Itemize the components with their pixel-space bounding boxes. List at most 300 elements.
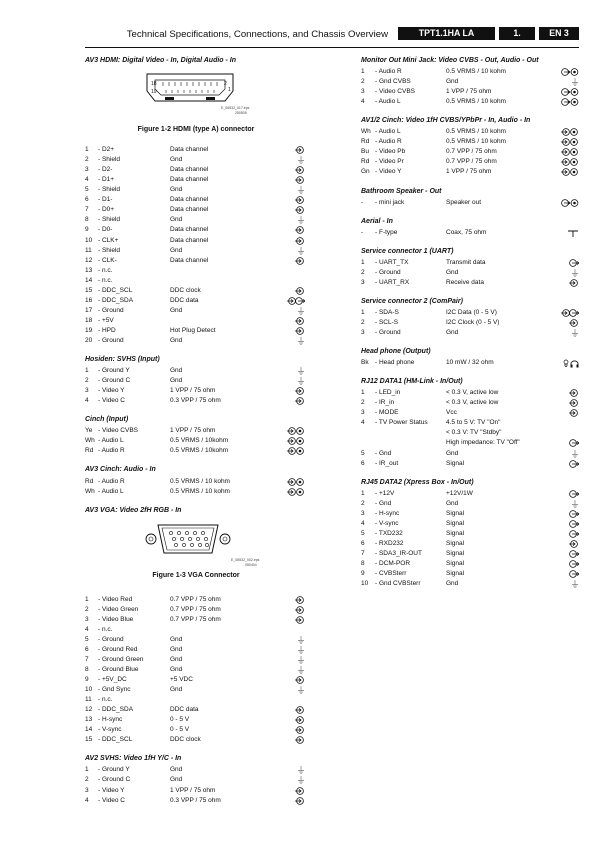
input-arrow-icon	[283, 225, 305, 235]
input-arrow-icon	[557, 278, 579, 288]
pin-description: DDC data	[170, 296, 199, 304]
pin-description: Data channel	[170, 146, 209, 154]
pin-number: 2	[361, 78, 365, 86]
pin-signal-name: - Audio R	[98, 447, 125, 455]
pin-description: Gnd	[170, 635, 183, 643]
input-arrow-icon	[283, 205, 305, 215]
pin-row	[85, 725, 307, 735]
pin-signal-name: - Video Red	[98, 595, 133, 603]
input-arrow-icon	[557, 388, 579, 398]
pin-number: Rd	[361, 138, 370, 146]
pin-row	[85, 735, 307, 745]
hdmi-pin-table	[85, 145, 307, 346]
ground-icon	[283, 685, 305, 695]
input-arrow-icon	[283, 796, 305, 806]
pin-description: Signal	[446, 539, 465, 547]
pin-row	[85, 615, 307, 625]
pin-row	[85, 775, 307, 785]
pin-signal-name: - Video CVBS	[375, 88, 415, 96]
pin-description: Gnd	[170, 306, 183, 314]
pin-description: 0.3 VPP / 75 ohm	[170, 796, 221, 804]
pin-number: 15	[85, 736, 93, 744]
pin-description: DDC data	[170, 706, 199, 714]
section-title-rj45: RJ45 DATA2 (Xpress Box - In/Out)	[361, 478, 474, 486]
pin-signal-name: - IR_in	[375, 399, 395, 407]
pin-signal-name: - SDA-S	[375, 308, 399, 316]
input-arrow-icon	[283, 705, 305, 715]
pin-signal-name: - UART_TX	[375, 258, 409, 266]
pin-row	[361, 539, 581, 549]
pin-number: 10	[85, 686, 93, 694]
pin-description: 4.5 to 5 V: TV "On"	[446, 419, 501, 427]
pin-description: Gnd	[170, 246, 183, 254]
pin-signal-name: - Video CVBS	[98, 427, 138, 435]
pin-row	[85, 625, 307, 635]
pin-signal-name: - D0+	[98, 206, 115, 214]
pin-number: 5	[361, 529, 365, 537]
pin-number: 5	[85, 635, 89, 643]
pin-number: 17	[85, 306, 93, 314]
pin-description: 0.5 VRMS / 10 kohm	[170, 487, 230, 495]
pin-signal-name: - MODE	[375, 409, 399, 417]
pin-row	[85, 595, 307, 605]
hdmi-pin-label-18: 18	[151, 81, 157, 88]
pin-description: 0.7 VPP / 75 ohm	[170, 595, 221, 603]
pin-row	[85, 155, 307, 165]
pin-description: 0.5 VRMS / 10 kohm	[446, 98, 506, 106]
uart-pin-table	[361, 258, 581, 288]
pin-description: 1 VPP / 75 ohm	[170, 427, 216, 435]
cinch-input-icon	[283, 436, 305, 446]
pin-number: 12	[85, 706, 93, 714]
pin-row	[85, 336, 307, 346]
pin-description: 0.5 VRMS / 10kohm	[170, 437, 229, 445]
pin-number: 2	[85, 377, 89, 385]
pin-signal-name: - CLK-	[98, 256, 117, 264]
pin-number: 13	[85, 716, 93, 724]
pin-number: 6	[85, 196, 89, 204]
pin-description: 0.7 VPP / 75 ohm	[446, 148, 497, 156]
output-arrow-icon	[557, 489, 579, 499]
input-arrow-icon	[283, 715, 305, 725]
input-arrow-icon	[283, 675, 305, 685]
pin-signal-name: - Ground	[98, 306, 124, 314]
pin-signal-name: - D2+	[98, 146, 115, 154]
input-arrow-icon	[283, 605, 305, 615]
pin-row	[85, 675, 307, 685]
pin-signal-name: - Ground Blue	[98, 666, 139, 674]
input-arrow-icon	[283, 786, 305, 796]
pin-signal-name: - SCL-S	[375, 318, 399, 326]
pin-number: 20	[85, 336, 93, 344]
pin-number: 10	[85, 236, 93, 244]
pin-description: +5 VDC	[170, 676, 193, 684]
hdmi-figure-id: E_06532_017.eps	[221, 106, 250, 111]
pin-number: 9	[85, 226, 89, 234]
pin-row	[361, 77, 581, 87]
pin-number: 3	[361, 509, 365, 517]
cinch-input-icon	[283, 477, 305, 487]
pin-number: 6	[361, 459, 365, 467]
pin-row	[361, 499, 581, 509]
cinch-input-icon	[557, 147, 579, 157]
pin-signal-name: - n.c.	[98, 276, 113, 284]
header-section: 1.	[499, 27, 535, 40]
pin-description: Receive data	[446, 278, 484, 286]
pin-row	[85, 306, 307, 316]
pin-number: 5	[361, 449, 365, 457]
hdmi-figure-date: 250505	[235, 111, 247, 116]
ground-icon	[283, 246, 305, 256]
input-arrow-icon	[283, 326, 305, 336]
ground-icon	[557, 328, 579, 338]
pin-number: 2	[361, 399, 365, 407]
pin-description: DDC clock	[170, 736, 201, 744]
pin-signal-name: - D2-	[98, 166, 113, 174]
pin-signal-name: - n.c.	[98, 625, 113, 633]
input-arrow-icon	[283, 396, 305, 406]
ground-icon	[557, 499, 579, 509]
pin-description: Data channel	[170, 206, 209, 214]
pin-description: 0.3 VPP / 75 ohm	[170, 397, 221, 405]
hdmi-connector-drawing	[85, 67, 307, 115]
pin-row	[361, 459, 581, 469]
pin-row	[85, 765, 307, 775]
pin-row	[361, 529, 581, 539]
pin-description: Gnd	[170, 336, 183, 344]
aerial-pin-table	[361, 228, 581, 238]
pin-signal-name: - UART_RX	[375, 278, 410, 286]
section-title-hdmi: AV3 HDMI: Digital Video - In, Digital Audio - In	[85, 57, 237, 64]
header-model: TPT1.1HA LA	[398, 27, 495, 40]
pin-description: Gnd	[446, 268, 459, 276]
page-header	[0, 27, 596, 43]
output-arrow-icon	[557, 438, 579, 448]
pin-row	[361, 449, 581, 459]
pin-number: 3	[85, 786, 89, 794]
pin-description: < 0.3 V: TV "Stdby"	[446, 429, 502, 437]
pin-number: 1	[85, 146, 89, 154]
pin-row	[85, 715, 307, 725]
pin-signal-name: - n.c.	[98, 696, 113, 704]
header-title: Technical Specifications, Connections, and Chassis Overview	[126, 29, 388, 40]
pin-description: Signal	[446, 459, 465, 467]
ground-icon	[283, 185, 305, 195]
pin-number: 2	[85, 156, 89, 164]
pin-description: Signal	[446, 570, 465, 578]
pin-number: 14	[85, 726, 93, 734]
pin-number: 3	[361, 329, 365, 337]
vga-connector-drawing	[85, 517, 307, 565]
pin-number: 3	[85, 166, 89, 174]
pin-description: Gnd	[170, 377, 183, 385]
pin-description: +12V/1W	[446, 489, 473, 497]
pin-number: 11	[85, 246, 92, 254]
pin-description: 0.5 VRMS / 10 kohm	[170, 477, 230, 485]
av12-cinch-pin-table	[361, 127, 581, 177]
pin-row	[85, 426, 307, 436]
pin-row	[85, 145, 307, 155]
pin-description: Hot Plug Detect	[170, 326, 216, 334]
pin-description: DDC clock	[170, 286, 201, 294]
pin-description: < 0.3 V, active low	[446, 389, 499, 397]
hdmi-figure	[85, 67, 307, 115]
vga-figure	[85, 517, 307, 565]
pin-description: 0.7 VPP / 75 ohm	[170, 605, 221, 613]
pin-signal-name: - CVBSterr	[375, 570, 407, 578]
cinch-output-icon	[557, 198, 579, 208]
pin-description: 0.5 VRMS / 10 kohm	[446, 128, 506, 136]
pin-row	[85, 246, 307, 256]
bathroom-speaker-pin-table	[361, 198, 581, 208]
pin-row	[85, 256, 307, 266]
pin-number: 8	[85, 216, 89, 224]
pin-signal-name: - Ground C	[98, 776, 131, 784]
section-title-aerial: Aerial - In	[361, 217, 393, 225]
pin-number: 6	[361, 539, 365, 547]
section-title-monitor-out: Monitor Out Mini Jack: Video CVBS - Out, Audio - Out	[361, 57, 539, 64]
pin-signal-name: - Video C	[98, 397, 125, 405]
pin-signal-name: - Video Green	[98, 605, 139, 613]
pin-row	[361, 97, 581, 107]
pin-row	[361, 519, 581, 529]
pin-signal-name: - DCM-POR	[375, 559, 411, 567]
pin-row	[85, 436, 307, 446]
pin-signal-name: - D0-	[98, 226, 113, 234]
pin-number: 1	[85, 367, 89, 375]
pin-row	[85, 326, 307, 336]
output-arrow-icon	[557, 459, 579, 469]
pin-description: Data channel	[170, 226, 209, 234]
pin-description: Signal	[446, 519, 465, 527]
vga-caption: Figure 1-3 VGA Connector	[152, 571, 240, 579]
section-title-av2-svhs: AV2 SVHS: Video 1fH Y/C - In	[85, 755, 182, 763]
section-title-uart: Service connector 1 (UART)	[361, 247, 454, 255]
ground-icon	[283, 665, 305, 675]
pin-signal-name: - +5V_DC	[98, 676, 127, 684]
pin-number: 4	[361, 419, 365, 427]
pin-signal-name: - Gnd CVBSterr	[375, 580, 421, 588]
pin-row	[85, 286, 307, 296]
pin-description: 0 - 5 V	[170, 726, 190, 734]
pin-number: 19	[85, 326, 93, 334]
cinch-output-icon	[557, 87, 579, 97]
input-arrow-icon	[283, 595, 305, 605]
pin-description: 1 VPP / 75 ohm	[446, 168, 492, 176]
pin-row	[361, 278, 581, 288]
pin-number: 2	[361, 499, 365, 507]
pin-signal-name: - Audio L	[98, 487, 124, 495]
pin-row	[85, 386, 307, 396]
cinch-output-icon	[557, 67, 579, 77]
cinch-input-icon	[283, 487, 305, 497]
vga-pin-table	[85, 595, 307, 746]
pin-row	[85, 796, 307, 806]
pin-signal-name: - Shield	[98, 246, 121, 254]
pin-signal-name: - V-sync	[98, 726, 122, 734]
pin-number: Rd	[85, 447, 94, 455]
compair-pin-table	[361, 308, 581, 338]
pin-row	[361, 408, 581, 418]
pin-description: Data channel	[170, 236, 209, 244]
pin-row	[85, 487, 307, 497]
pin-signal-name: - D1+	[98, 176, 115, 184]
hosiden-pin-table	[85, 366, 307, 406]
ground-icon	[283, 635, 305, 645]
pin-row	[361, 127, 581, 137]
pin-description: 0.5 VRMS / 10 kohm	[446, 68, 506, 76]
rj12-pin-table	[361, 388, 581, 468]
pin-row	[361, 579, 581, 589]
pin-number: 2	[361, 268, 365, 276]
pin-description: Speaker out	[446, 198, 482, 206]
pin-description: 0.5 VRMS / 10 kohm	[446, 138, 506, 146]
input-arrow-icon	[283, 145, 305, 155]
pin-signal-name: - +12V	[375, 489, 395, 497]
pin-description: Signal	[446, 509, 465, 517]
pin-signal-name: - Audio L	[98, 437, 124, 445]
pin-row	[85, 665, 307, 675]
pin-number: 3	[85, 387, 89, 395]
hdmi-caption: Figure 1-2 HDMI (type A) connector	[137, 126, 255, 134]
cinch-pin-table	[85, 426, 307, 456]
pin-row	[85, 205, 307, 215]
pin-number: Wh	[361, 128, 371, 136]
pin-row	[85, 635, 307, 645]
bidirectional-arrow-icon	[283, 296, 305, 306]
ground-icon	[557, 579, 579, 589]
pin-signal-name: - DDC_SDA	[98, 296, 134, 304]
pin-signal-name: - Shield	[98, 216, 121, 224]
pin-row	[361, 258, 581, 268]
pin-row	[361, 268, 581, 278]
pin-number: 2	[361, 318, 365, 326]
output-arrow-icon	[557, 258, 579, 268]
output-arrow-icon	[557, 569, 579, 579]
pin-number: 5	[85, 186, 89, 194]
pin-description: Gnd	[170, 186, 183, 194]
pin-description: 0.5 VRMS / 10kohm	[170, 447, 229, 455]
pin-number: Wh	[85, 437, 95, 445]
pin-number: Wh	[85, 487, 95, 495]
pin-number: Rd	[361, 158, 370, 166]
input-arrow-icon	[283, 236, 305, 246]
input-arrow-icon	[283, 286, 305, 296]
pin-number: 12	[85, 256, 93, 264]
pin-description: 0.7 VPP / 75 ohm	[170, 615, 221, 623]
pin-row	[85, 685, 307, 695]
input-arrow-icon	[283, 615, 305, 625]
pin-number: 4	[85, 397, 89, 405]
pin-signal-name: - Head phone	[375, 359, 415, 367]
pin-signal-name: - mini jack	[375, 198, 405, 206]
input-arrow-icon	[283, 256, 305, 266]
cinch-input-icon	[557, 127, 579, 137]
pin-number: 9	[361, 570, 365, 578]
ground-icon	[283, 215, 305, 225]
pin-description: High impedance: TV "Off"	[446, 439, 520, 447]
pin-row	[361, 147, 581, 157]
pin-number: 2	[85, 776, 89, 784]
pin-signal-name: - HPD	[98, 326, 116, 334]
pin-row	[361, 67, 581, 77]
ground-icon	[283, 376, 305, 386]
pin-signal-name: - SDA3_IR-OUT	[375, 549, 422, 557]
ground-icon	[283, 155, 305, 165]
pin-number: 4	[85, 796, 89, 804]
pin-number: 1	[361, 68, 365, 76]
pin-row	[85, 645, 307, 655]
pin-number: 1	[361, 258, 365, 266]
ground-icon	[283, 655, 305, 665]
pin-number: Rd	[85, 477, 94, 485]
headphone-icon	[557, 358, 579, 368]
pin-signal-name: - Audio R	[98, 477, 125, 485]
pin-row	[361, 398, 581, 408]
pin-row	[85, 165, 307, 175]
input-arrow-icon	[283, 316, 305, 326]
pin-row	[85, 605, 307, 615]
pin-description: 0.7 VPP / 75 ohm	[446, 158, 497, 166]
input-arrow-icon	[283, 735, 305, 745]
pin-description: Data channel	[170, 176, 209, 184]
pin-description: 1 VPP / 75 ohm	[170, 786, 216, 794]
right-column	[361, 56, 581, 589]
pin-description: Coax, 75 ohm	[446, 228, 487, 236]
pin-description: Gnd	[170, 367, 183, 375]
pin-number: -	[361, 228, 364, 236]
input-arrow-icon	[557, 408, 579, 418]
hdmi-pin-label-19: 19	[151, 89, 157, 96]
pin-number: 3	[361, 409, 365, 417]
pin-row	[361, 549, 581, 559]
cinch-input-icon	[557, 157, 579, 167]
av3-cinch-pin-table	[85, 477, 307, 497]
pin-signal-name: - Audio L	[375, 128, 401, 136]
input-arrow-icon	[557, 398, 579, 408]
pin-description: Gnd	[170, 216, 183, 224]
pin-number: 10	[361, 580, 369, 588]
pin-signal-name: - Ground Y	[98, 367, 130, 375]
pin-row	[85, 296, 307, 306]
vga-figure-date: 050404	[245, 562, 257, 567]
section-title-rj12: RJ12 DATA1 (HM-Link - In/Out)	[361, 378, 463, 386]
pin-signal-name: - Ground	[375, 329, 401, 337]
pin-row	[85, 195, 307, 205]
pin-signal-name: - LED_in	[375, 389, 401, 397]
header-page: EN 3	[539, 27, 579, 40]
ground-icon	[557, 449, 579, 459]
pin-signal-name: - Ground Y	[98, 766, 130, 774]
pin-description: Signal	[446, 529, 465, 537]
output-arrow-icon	[557, 519, 579, 529]
input-arrow-icon	[557, 318, 579, 328]
pin-number: 3	[361, 88, 365, 96]
pin-signal-name: - Ground Green	[98, 655, 144, 663]
pin-description: Gnd	[446, 78, 459, 86]
pin-description: Transmit data	[446, 258, 486, 266]
ground-icon	[557, 77, 579, 87]
vga-figure-id: E_06532_002.eps	[231, 557, 260, 562]
input-arrow-icon	[283, 386, 305, 396]
pin-signal-name: - DDC_SCL	[98, 286, 133, 294]
pin-description: Signal	[446, 549, 465, 557]
pin-number: -	[361, 198, 364, 206]
input-arrow-icon	[283, 175, 305, 185]
pin-description: Data channel	[170, 166, 209, 174]
pin-number: 14	[85, 276, 93, 284]
cinch-input-icon	[283, 446, 305, 456]
